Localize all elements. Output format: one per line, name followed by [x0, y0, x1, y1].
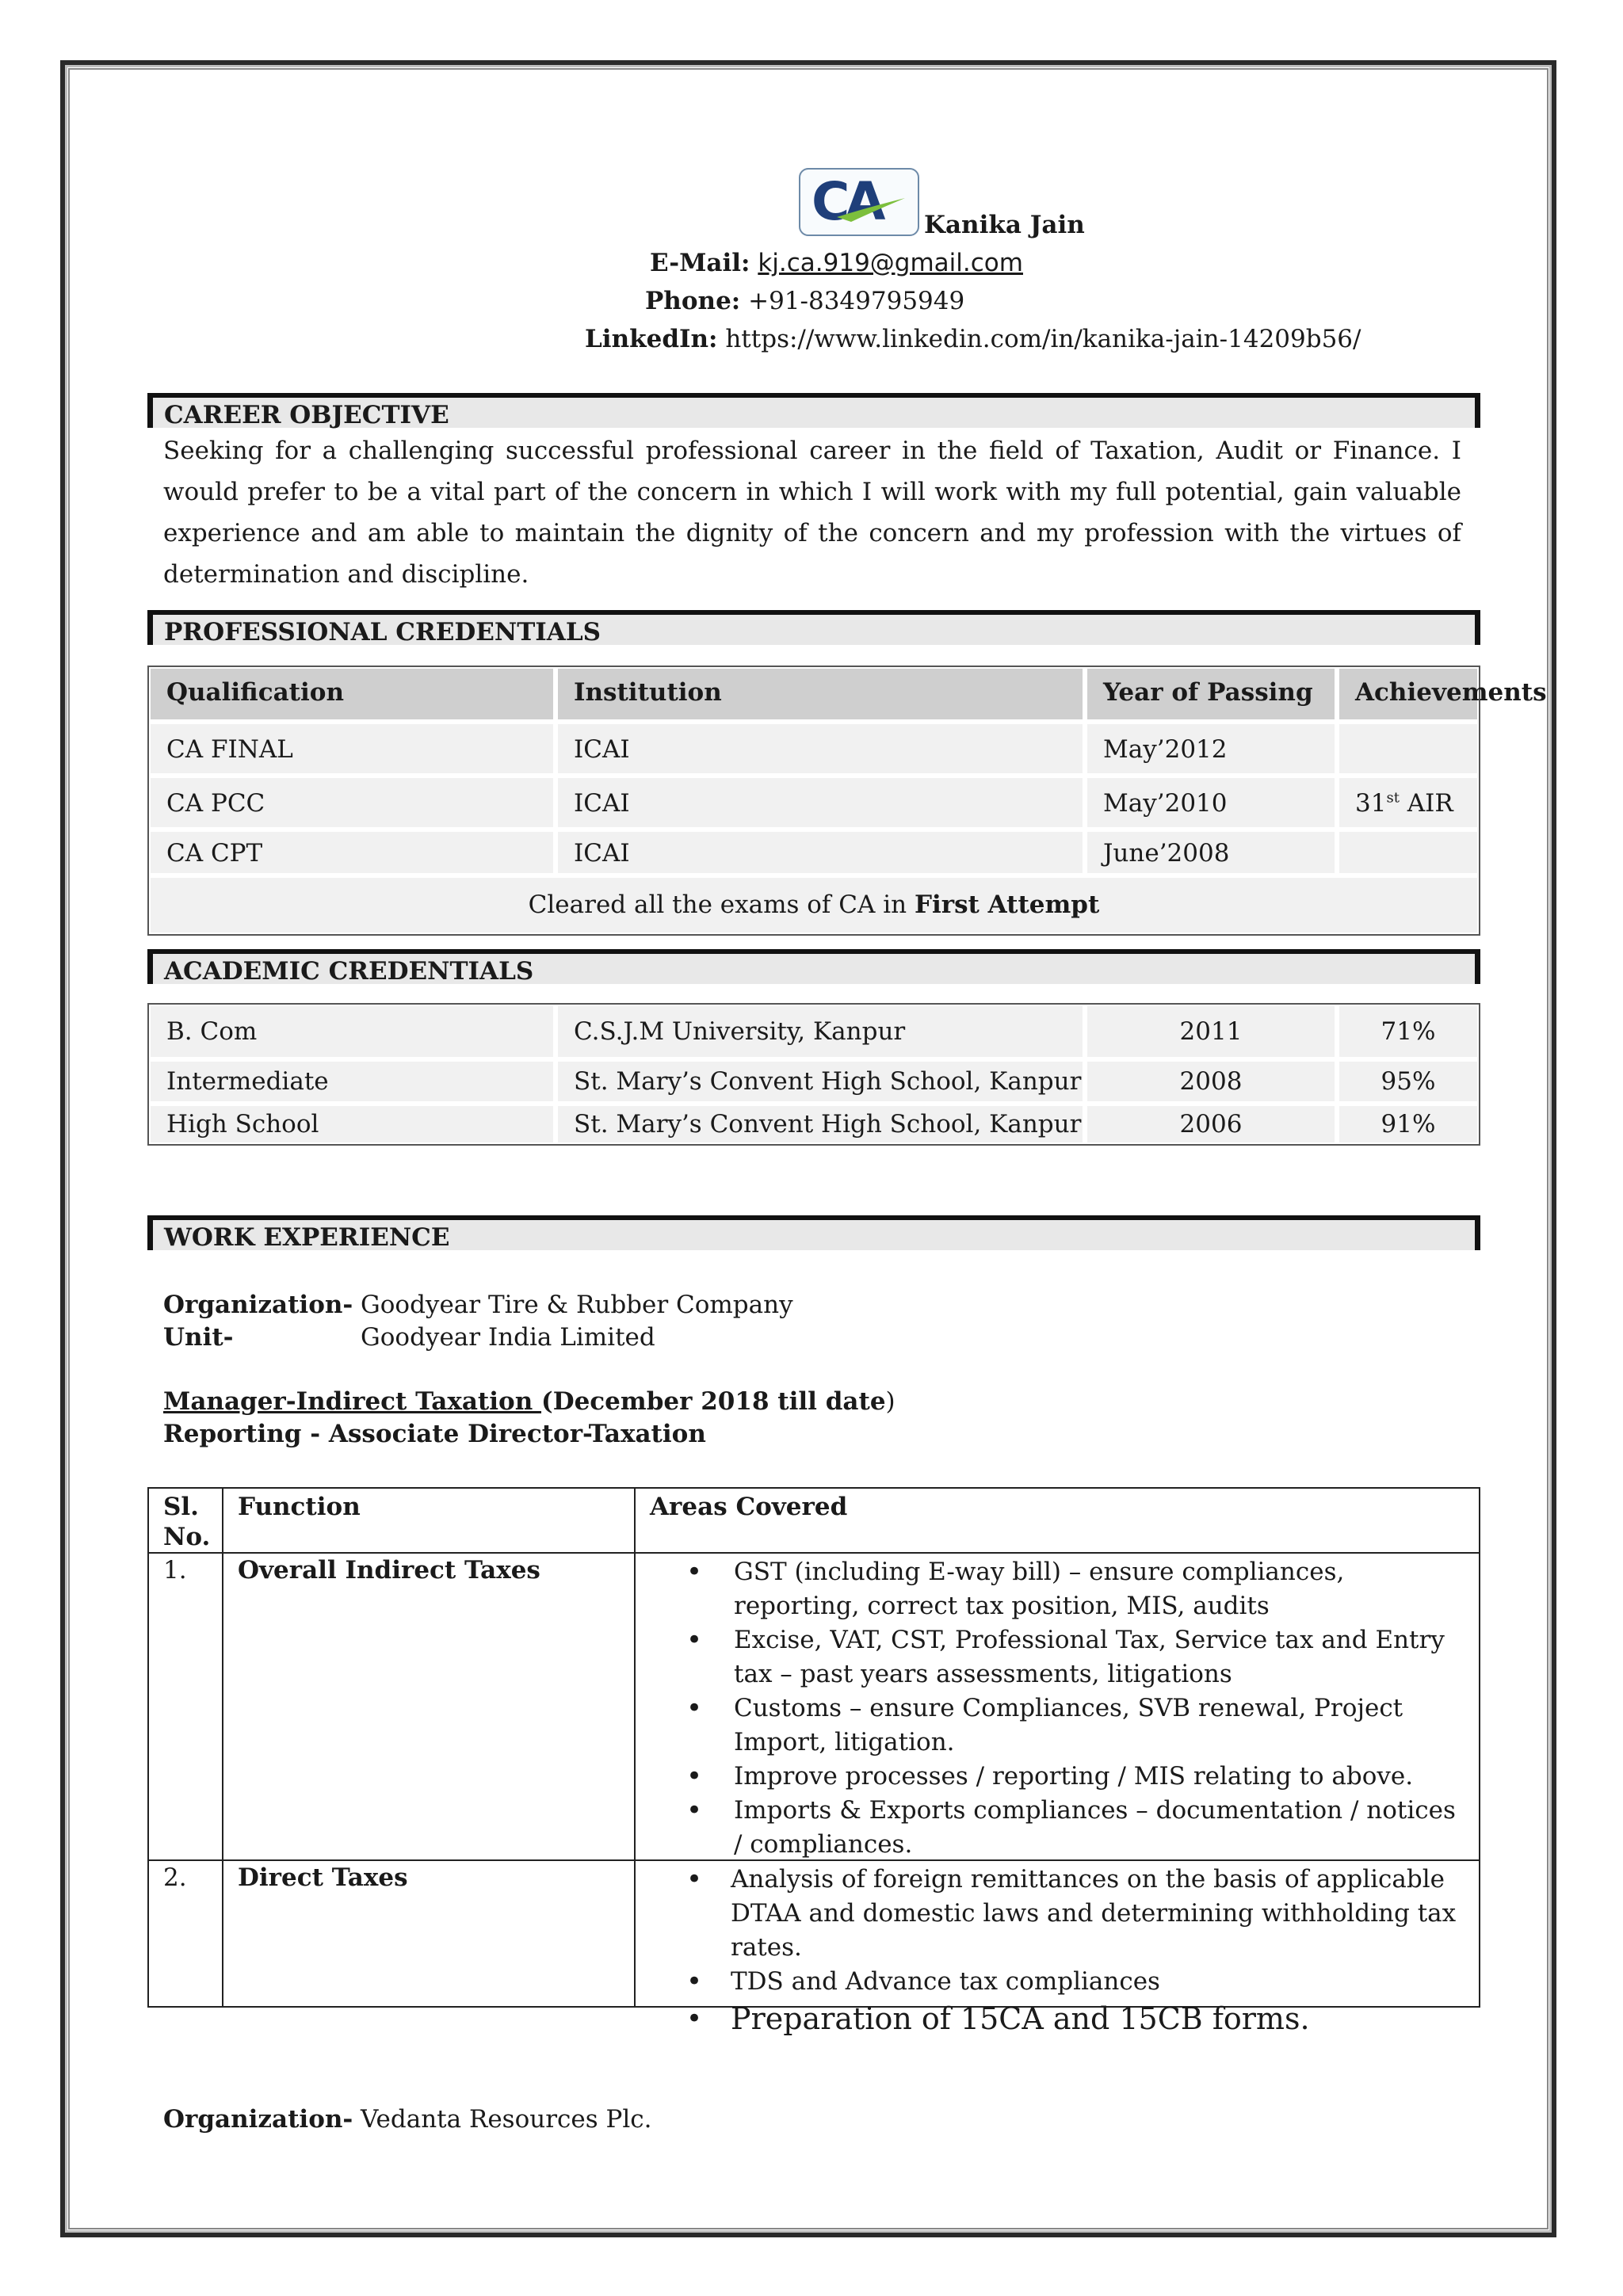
section-title: WORK EXPERIENCE: [164, 1223, 450, 1252]
email-link[interactable]: kj.ca.919@gmail.com: [758, 249, 1023, 277]
ca-logo: [799, 168, 919, 236]
role-title: Manager-Indirect Taxation (December 2018 till date): [163, 1387, 896, 1416]
column-divider: [634, 1489, 636, 2006]
function-header: Function: [238, 1493, 361, 1521]
list-item: • TDS and Advance tax compliances: [686, 1965, 1471, 1999]
first-attempt-note: Cleared all the exams of CA in First Attempt: [151, 878, 1477, 933]
table-row: High School: [151, 1106, 553, 1142]
org-name: Goodyear Tire & Rubber Company: [361, 1291, 793, 1319]
table-cell: 91%: [1339, 1106, 1477, 1142]
areas-header: Areas Covered: [650, 1493, 848, 1521]
list-item: • Analysis of foreign remittances on the basis of applicable DTAA and domestic laws and determining withholding tax rates.: [686, 1863, 1471, 1965]
table-cell: 95%: [1339, 1062, 1477, 1101]
email-label: E-Mail:: [650, 249, 750, 277]
table-header-cell: Institution: [558, 669, 1083, 719]
table-cell: 2008: [1087, 1062, 1335, 1101]
list-item: • Preparation of 15CA and 15CB forms.: [686, 1999, 1471, 2039]
table-row: CA PCC: [151, 778, 553, 827]
areas-list: [686, 1863, 1471, 2039]
table-cell: June’2008: [1087, 832, 1335, 873]
unit-name: Goodyear India Limited: [361, 1323, 655, 1352]
career-objective-header: [147, 393, 1480, 428]
row-divider: [149, 1552, 1479, 1554]
professional-credentials-header: [147, 610, 1480, 645]
linkedin-label: LinkedIn:: [585, 325, 718, 353]
reporting-line: Reporting - Associate Director-Taxation: [163, 1420, 706, 1448]
career-objective-text: Seeking for a challenging successful professional career in the field of Taxation, Audit or Finance. I would prefer to be a vital part of the concern in which I will work with my full potential, gain valuable experience and am able to maintain the dignity of the concern and my profession with the virtues of determination and discipline.: [163, 437, 1461, 589]
table-header-cell: Year of Passing: [1087, 669, 1335, 719]
work-function-table: [147, 1487, 1480, 2036]
list-item: • Customs – ensure Compliances, SVB renewal, Project Import, litigation.: [686, 1691, 1463, 1760]
org2-label: Organization-: [163, 2105, 353, 2134]
areas-list: [686, 1555, 1463, 1862]
section-title: CAREER OBJECTIVE: [164, 401, 449, 429]
table-cell: 2011: [1087, 1006, 1335, 1057]
table-cell: C.S.J.M University, Kanpur: [558, 1006, 1083, 1057]
phone-label: Phone:: [645, 287, 741, 315]
table-header-cell: Achievements: [1339, 669, 1477, 719]
table-cell: May’2010: [1087, 778, 1335, 827]
table-cell: St. Mary’s Convent High School, Kanpur: [558, 1062, 1083, 1101]
function-name: Direct Taxes: [238, 1863, 408, 1892]
function-number: 2.: [163, 1863, 187, 1892]
phone-value: +91-8349795949: [748, 287, 965, 315]
table-cell: ICAI: [558, 724, 1083, 773]
list-item: • Improve processes / reporting / MIS relating to above.: [686, 1760, 1463, 1794]
table-row: CA CPT: [151, 832, 553, 873]
linkedin-line: [585, 324, 1361, 354]
email-line: [650, 248, 1023, 278]
column-divider: [222, 1489, 223, 2006]
table-cell: 71%: [1339, 1006, 1477, 1057]
candidate-name: Kanika Jain: [924, 211, 1085, 239]
table-cell: May’2012: [1087, 724, 1335, 773]
sl-no-header: Sl. No.: [163, 1493, 211, 1551]
unit-label: Unit-: [163, 1323, 234, 1352]
logo-swoosh-icon: [835, 193, 907, 225]
academic-credentials-header: [147, 949, 1480, 984]
org2-name: Vedanta Resources Plc.: [361, 2105, 652, 2134]
table-cell: St. Mary’s Convent High School, Kanpur: [558, 1106, 1083, 1142]
achievement-cell: 31st AIR: [1339, 778, 1477, 827]
list-item: • GST (including E-way bill) – ensure compliances, reporting, correct tax position, MIS, audits: [686, 1555, 1463, 1623]
linkedin-url[interactable]: https://www.linkedin.com/in/kanika-jain-14209b56/: [725, 325, 1361, 353]
professional-table: [147, 666, 1547, 936]
table-cell: ICAI: [558, 832, 1083, 873]
table-row: CA FINAL: [151, 724, 553, 773]
phone-line: [645, 286, 964, 316]
list-item: • Excise, VAT, CST, Professional Tax, Service tax and Entry tax – past years assessments, litigations: [686, 1623, 1463, 1691]
academic-table: [147, 1003, 1480, 1146]
table-cell: [1339, 832, 1477, 873]
table-header-cell: Qualification: [151, 669, 553, 719]
org-label: Organization-: [163, 1291, 353, 1319]
table-row: B. Com: [151, 1006, 553, 1057]
table-cell: 2006: [1087, 1106, 1335, 1142]
table-cell: [1339, 724, 1477, 773]
table-row: Intermediate: [151, 1062, 553, 1101]
table-cell: ICAI: [558, 778, 1083, 827]
list-item: • Imports & Exports compliances – documentation / notices / compliances.: [686, 1794, 1463, 1862]
ca-logo-text: CA: [812, 171, 881, 232]
function-number: 1.: [163, 1556, 187, 1585]
section-title: PROFESSIONAL CREDENTIALS: [164, 618, 601, 646]
section-title: ACADEMIC CREDENTIALS: [164, 957, 534, 986]
function-name: Overall Indirect Taxes: [238, 1556, 540, 1585]
work-experience-header: [147, 1215, 1480, 1250]
